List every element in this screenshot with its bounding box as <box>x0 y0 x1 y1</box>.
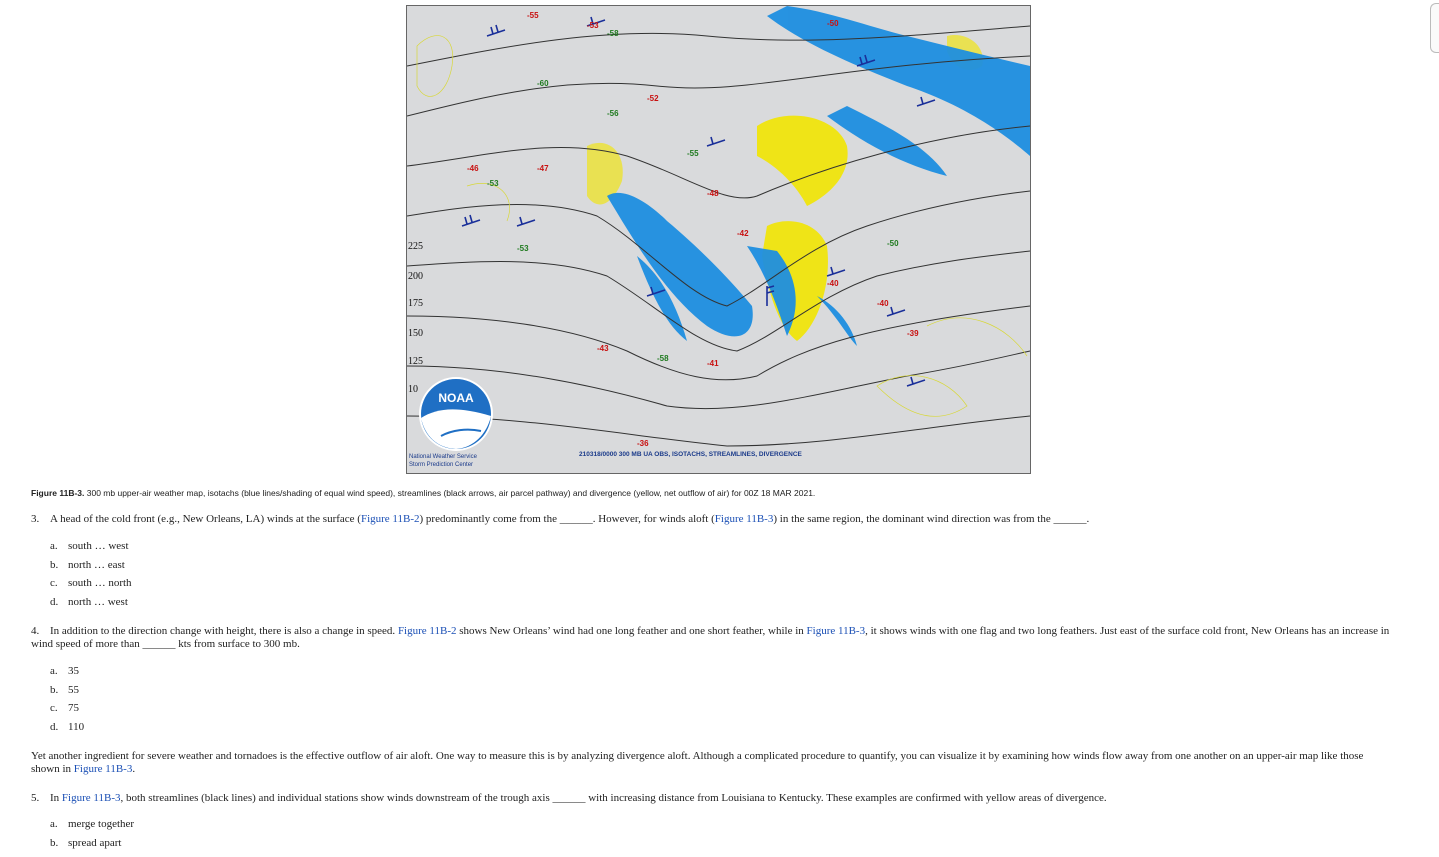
question-4-options <box>50 662 84 736</box>
station-barbs <box>462 17 935 386</box>
paragraph-text-1: Yet another ingredient for severe weather and tornadoes is the effective outflow of air aloft. One way to measure this is by analyzing divergence aloft. Although a complicated procedure to quantify, you can visualize it by examining how winds flow away from one another on an upper-air map like those shown in <box>31 750 1364 775</box>
figure-11b-3-link[interactable]: Figure 11B-3 <box>61 792 121 804</box>
svg-text:-41: -41 <box>707 359 719 368</box>
svg-text:-48: -48 <box>707 189 719 198</box>
question-5-options <box>50 815 134 852</box>
option-letter: c. <box>50 577 58 589</box>
question-3-text-2: ) predominantly come from the ______. However, for winds aloft ( <box>419 513 715 525</box>
question-3-text-3: ) in the same region, the dominant wind direction was from the ______. <box>773 513 1090 525</box>
paragraph-text-2: . <box>132 763 136 775</box>
svg-text:-46: -46 <box>467 164 479 173</box>
option-text: south … north <box>68 577 132 589</box>
svg-text:-52: -52 <box>647 94 659 103</box>
svg-text:-53: -53 <box>487 179 499 188</box>
question-4 <box>31 625 1401 651</box>
edge-label-200: 200 <box>408 271 423 282</box>
option-b[interactable] <box>50 681 84 700</box>
svg-text:-40: -40 <box>827 279 839 288</box>
option-letter: a. <box>50 540 58 552</box>
option-text: north … west <box>68 595 128 608</box>
edge-labels <box>408 241 423 395</box>
svg-text:-58: -58 <box>607 29 619 38</box>
edge-label-175: 175 <box>408 298 423 309</box>
svg-text:-53: -53 <box>517 244 529 253</box>
option-c[interactable] <box>50 574 132 593</box>
caption-label: Figure 11B-3. <box>31 488 85 498</box>
option-letter: a. <box>50 665 58 677</box>
option-text: north … east <box>68 558 125 571</box>
question-4-number: 4. <box>31 625 40 637</box>
svg-text:-55: -55 <box>687 149 699 158</box>
option-letter: d. <box>50 595 59 608</box>
svg-text:-60: -60 <box>537 79 549 88</box>
option-letter: b. <box>50 683 59 696</box>
option-b[interactable] <box>50 834 134 853</box>
question-3-number: 3. <box>31 513 40 525</box>
question-5-text-2: , both streamlines (black lines) and individual stations show winds downstream of the trough axis ______ with increasing distance from Louisiana to Kentucky. These examples are confirmed with yellow areas of divergence. <box>120 792 1107 804</box>
option-a[interactable] <box>50 537 132 556</box>
noaa-logo <box>419 377 493 451</box>
option-d[interactable] <box>50 718 84 737</box>
svg-text:-50: -50 <box>827 19 839 28</box>
svg-text:-58: -58 <box>657 354 669 363</box>
svg-text:-47: -47 <box>537 164 549 173</box>
svg-text:-43: -43 <box>597 344 609 353</box>
svg-text:-40: -40 <box>877 299 889 308</box>
option-text: 75 <box>68 702 79 714</box>
option-a[interactable] <box>50 815 134 834</box>
question-3-options <box>50 537 132 611</box>
side-scroll-tab[interactable] <box>1430 3 1439 53</box>
question-3 <box>31 513 1401 526</box>
question-3-text-1: A head of the cold front (e.g., New Orleans, LA) winds at the surface ( <box>50 513 361 525</box>
option-letter: d. <box>50 720 59 733</box>
question-5-number: 5. <box>31 792 40 804</box>
instruction-paragraph <box>31 750 1391 776</box>
figure-11b-3-link[interactable]: Figure 11B-3 <box>714 513 774 525</box>
question-5 <box>31 792 1401 805</box>
figure-11b-3-link[interactable]: Figure 11B-3 <box>806 625 866 637</box>
noaa-logo-text: NOAA <box>438 391 474 405</box>
svg-text:-53: -53 <box>587 21 599 30</box>
weather-map-figure <box>406 5 1031 474</box>
weather-map-svg <box>407 6 1030 473</box>
question-4-text-1: In addition to the direction change with height, there is also a change in speed. <box>50 625 398 637</box>
option-text: south … west <box>68 540 129 552</box>
svg-text:-56: -56 <box>607 109 619 118</box>
map-credit-line1: National Weather Service <box>409 454 477 460</box>
map-product-label: 210318/0000 300 MB UA OBS, ISOTACHS, STREAMLINES, DIVERGENCE <box>579 451 802 458</box>
figure-11b-3-link[interactable]: Figure 11B-3 <box>73 763 133 775</box>
option-a[interactable] <box>50 662 84 681</box>
option-text: 110 <box>68 720 85 733</box>
svg-text:-42: -42 <box>737 229 749 238</box>
edge-label-150: 150 <box>408 328 423 339</box>
figure-caption <box>31 488 1411 498</box>
svg-text:-36: -36 <box>637 439 649 448</box>
option-letter: a. <box>50 818 58 830</box>
svg-text:-55: -55 <box>527 11 539 20</box>
option-letter: c. <box>50 702 58 714</box>
caption-text: 300 mb upper-air weather map, isotachs (blue lines/shading of equal wind speed), streamlines (black arrows, air parcel pathway) and divergence (yellow, net outflow of air) for 00Z 18 MAR 2021. <box>84 488 816 498</box>
option-b[interactable] <box>50 556 132 575</box>
option-text: merge together <box>68 818 135 830</box>
svg-text:-50: -50 <box>887 239 899 248</box>
figure-11b-2-link[interactable]: Figure 11B-2 <box>360 513 420 525</box>
option-text: spread apart <box>68 836 122 849</box>
question-5-text-1: In <box>50 792 62 804</box>
question-4-text-2: shows New Orleans’ wind had one long feather and one short feather, while in <box>456 625 807 637</box>
map-credit-line2: Storm Prediction Center <box>409 462 474 468</box>
edge-label-10: 10 <box>408 384 418 395</box>
option-d[interactable] <box>50 593 132 612</box>
option-c[interactable] <box>50 699 84 718</box>
station-values <box>467 11 919 448</box>
svg-text:-39: -39 <box>907 329 919 338</box>
option-text: 55 <box>68 683 79 696</box>
figure-11b-2-link[interactable]: Figure 11B-2 <box>397 625 457 637</box>
edge-label-225: 225 <box>408 241 423 252</box>
option-letter: b. <box>50 558 59 571</box>
option-letter: b. <box>50 836 59 849</box>
question-4-text-3: , it shows winds with one flag and two long feathers. Just east of the surface cold front, New Orleans has an increase in wind speed of more than ______ kts from surface to 300 mb. <box>31 625 1390 650</box>
option-text: 35 <box>68 665 79 677</box>
edge-label-125: 125 <box>408 356 423 367</box>
